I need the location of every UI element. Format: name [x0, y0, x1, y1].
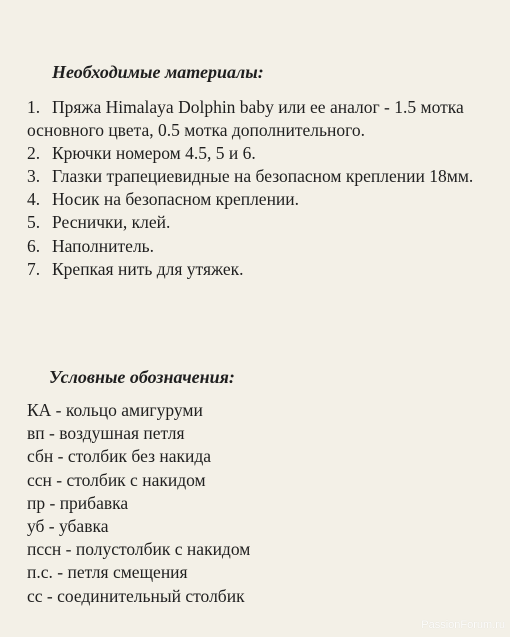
legend-heading: Условные обозначения:	[49, 367, 235, 387]
materials-item	[27, 96, 497, 142]
item-number: 5.	[27, 212, 41, 233]
item-text: Глазки трапециевидные на безопасном креплении 18мм.	[52, 166, 474, 187]
materials-item	[27, 165, 497, 188]
item-number: 7.	[27, 258, 41, 279]
item-text: Реснички, клей.	[52, 212, 171, 233]
site-watermark: PassionForum.ru	[421, 619, 505, 631]
item-text: Крючки номером 4.5, 5 и 6.	[52, 143, 256, 164]
item-text: Наполнитель.	[52, 235, 155, 256]
item-number: 1.	[27, 97, 41, 117]
materials-heading: Необходимые материалы:	[52, 62, 264, 82]
item-text: Пряжа Himalaya Dolphin baby или ее аналог - 1.5 мотка основного цвета, 0.5 мотка дополнительного.	[27, 97, 464, 141]
materials-item	[27, 142, 497, 165]
legend-item: вп - воздушная петля	[27, 423, 185, 444]
item-number: 3.	[27, 166, 41, 187]
legend-item: уб - убавка	[27, 516, 109, 537]
item-text: Носик на безопасном креплении.	[52, 189, 300, 210]
item-number: 6.	[27, 235, 41, 256]
materials-list	[27, 96, 497, 281]
legend-list	[27, 399, 250, 608]
materials-item	[27, 188, 497, 211]
item-number: 2.	[27, 143, 41, 164]
legend-item: сс - соединительный столбик	[27, 585, 245, 606]
item-text: Крепкая нить для утяжек.	[52, 258, 244, 279]
legend-item: ссн - столбик с накидом	[27, 469, 206, 490]
materials-item	[27, 235, 497, 258]
legend-item: КА - кольцо амигуруми	[27, 400, 203, 420]
materials-item	[27, 258, 497, 281]
legend-item: пссн - полустолбик с накидом	[27, 539, 251, 560]
legend-item: сбн - столбик без накида	[27, 446, 212, 467]
legend-item: п.с. - петля смещения	[27, 562, 188, 583]
materials-item	[27, 211, 497, 234]
legend-item: пр - прибавка	[27, 492, 129, 513]
item-number: 4.	[27, 189, 41, 210]
